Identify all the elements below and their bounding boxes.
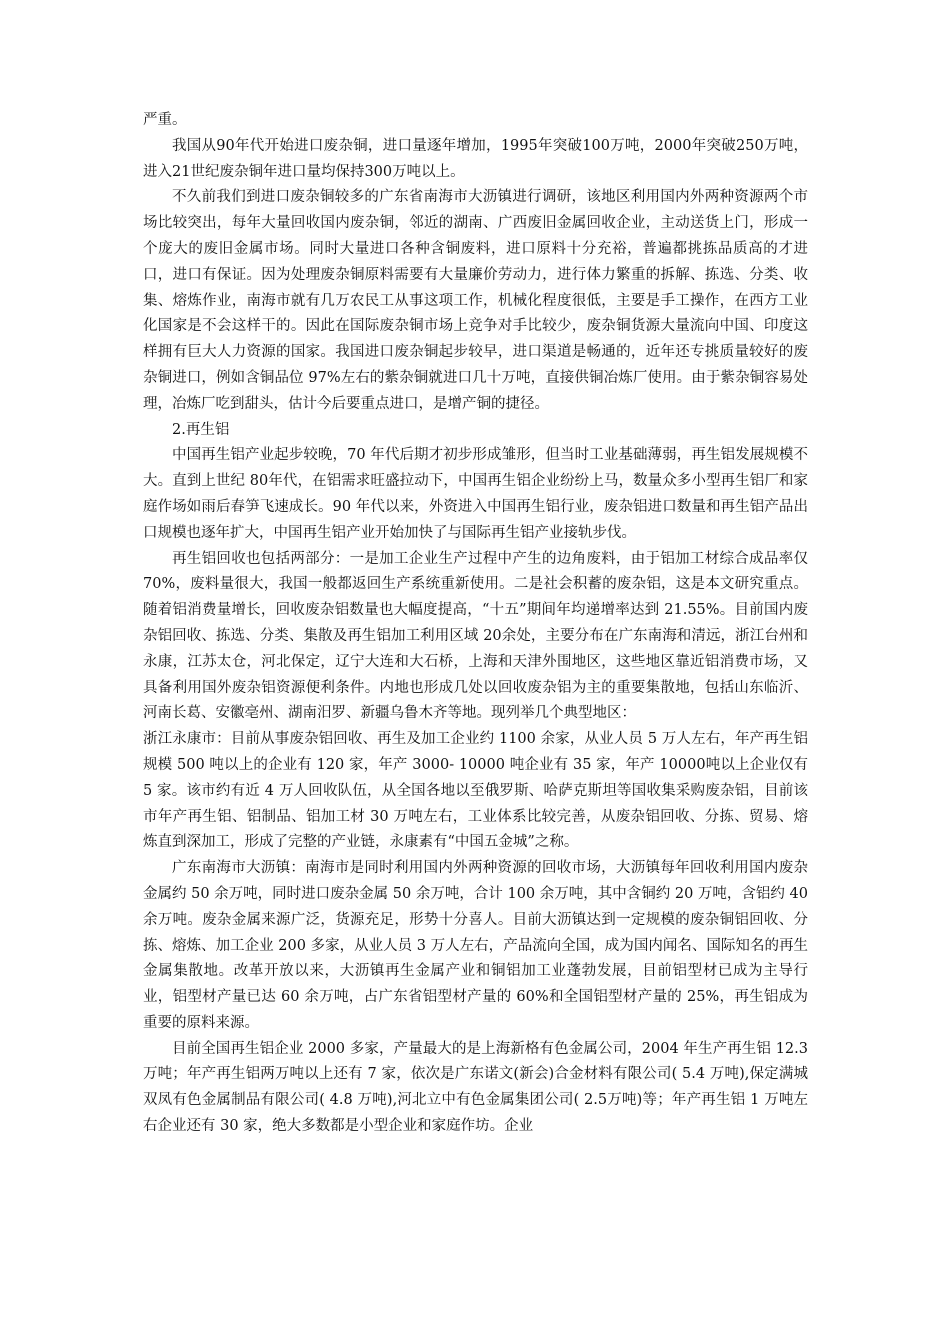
paragraph-aluminum-recovery: 再生铝回收也包括两部分：一是加工企业生产过程中产生的边角废料，由于铝加工材综合成品率仅 70%，废料量很大，我国一般都返回生产系统重新使用。二是社会积蓄的废杂铝，这是本文研究重点。随着铝消费量增长，回收废杂铝数量也大幅度提高，“十五”期间年均递增率达到 21.55%。目前国内废杂铝回收、拣选、分类、集散及再生铝加工利用区域 20余处，主要分布在广东南海和清远，浙江台州和永康，江苏太仓，河北保定，辽宁大连和大石桥，上海和天津外围地区，这些地区靠近铝消费市场，又具备利用国外废杂铝资源便利条件。内地也形成几处以回收废杂铝为主的重要集散地，包括山东临沂、河南长葛、安徽亳州、湖南汨罗、新疆乌鲁木齐等地。现列举几个典型地区：	[143, 550, 808, 722]
paragraph-nanhai-survey: 不久前我们到进口废杂铜较多的广东省南海市大沥镇进行调研，该地区利用国内外两种资源两个市场比较突出，每年大量回收国内废杂铜，邻近的湖南、广西废旧金属回收企业，主动送货上门，形成一个庞大的废旧金属市场。同时大量进口各种含铜废料，进口原料十分充裕，普遍都挑拣品质高的才进口，进口有保证。因为处理废杂铜原料需要有大量廉价劳动力，进行体力繁重的拆解、拣选、分类、收集、熔炼作业，南海市就有几万农民工从事这项工作，机械化程度很低，主要是手工操作，在西方工业化国家是不会这样干的。因此在国际废杂铜市场上竞争对手比较少，废杂铜货源大量流向中国、印度这样拥有巨大人力资源的国家。我国进口废杂铜起步较早，进口渠道是畅通的，近年还专挑质量较好的废杂铜进口，例如含铜品位 97%左右的紫杂铜就进口几十万吨，直接供铜冶炼厂使用。由于紫杂铜容易处理，冶炼厂吃到甜头，估计今后要重点进口，是增产铜的捷径。	[143, 189, 808, 412]
paragraph-dali-town: 广东南海市大沥镇：南海市是同时利用国内外两种资源的回收市场，大沥镇每年回收利用国内废杂金属约 50 余万吨，同时进口废杂金属 50 余万吨，合计 100 余万吨，其中含铜约 20 万吨，含铝约 40 余万吨。废杂金属来源广泛，货源充足，形势十分喜人。目前大沥镇达到一定规模的废杂铜铝回收、分拣、熔炼、加工企业 200 多家，从业人员 3 万人左右，产品流向全国，成为国内闻名、国际知名的再生金属集散地。改革开放以来，大沥镇再生金属产业和铜铝加工业蓬勃发展，目前铝型材已成为主导行业，铝型材产量已达 60 余万吨，占广东省铝型材产量的 60%和全国铝型材产量的 25%，再生铝成为重要的原料来源。	[143, 860, 808, 1031]
paragraph-national-enterprises: 目前全国再生铝企业 2000 多家，产量最大的是上海新格有色金属公司，2004 年生产再生铝 12.3 万吨；年产再生铝两万吨以上还有 7 家，依次是广东诺文(新会)合金材料有限公司( 5.4 万吨),保定满城双凤有色金属制品有限公司( 4.8 万吨),河北立中有色金属集团公司( 2.5万吨)等；年产再生铝 1 万吨左右企业还有 30 家，绝大多数都是小型企业和家庭作坊。企业	[143, 1040, 808, 1135]
paragraph-copy-import: 我国从90年代开始进口废杂铜，进口量逐年增加，1995年突破100万吨，2000年突破250万吨，进入21世纪废杂铜年进口量均保持300万吨以上。	[143, 137, 808, 180]
document-page	[143, 108, 808, 1140]
paragraph-yongkang: 浙江永康市：目前从事废杂铝回收、再生及加工企业约 1100 余家，从业人员 5 万人左右，年产再生铝规模 500 吨以上的企业有 120 家，年产 3000- 10000 吨企业有 35 家，年产 10000吨以上企业仅有 5 家。该市约有近 4 万人回收队伍，从全国各地以至俄罗斯、哈萨克斯坦等国收集采购废杂铝，目前该市年产再生铝、铝制品、铝加工材 30 万吨左右，工业体系比较完善，从废杂铝回收、分拣、贸易、熔炼直到深加工，形成了完整的产业链，永康素有“中国五金城”之称。	[143, 731, 808, 851]
paragraph-continuation: 严重。	[143, 112, 187, 128]
paragraph-aluminum-industry: 中国再生铝产业起步较晚，70 年代后期才初步形成雏形，但当时工业基础薄弱，再生铝发展规模不大。直到上世纪 80年代，在铝需求旺盛拉动下，中国再生铝企业纷纷上马，数量众多小型再生铝厂和家庭作场如雨后春笋飞速成长。90 年代以来，外资进入中国再生铝行业，废杂铝进口数量和再生铝产品出口规模也逐年扩大，中国再生铝产业开始加快了与国际再生铝产业接轨步伐。	[143, 447, 808, 541]
section-heading-recycled-aluminum: 2.再生铝	[172, 421, 230, 438]
